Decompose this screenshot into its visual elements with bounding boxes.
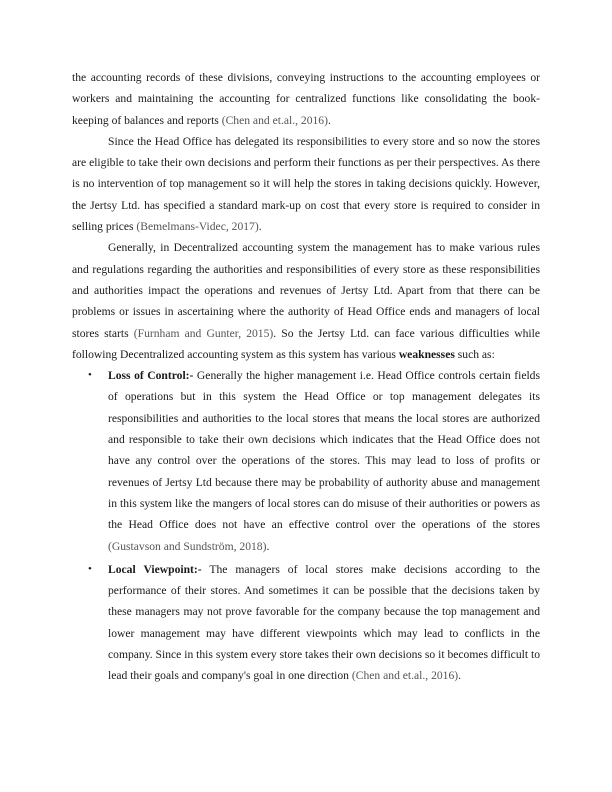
paragraph-3 <box>72 237 540 365</box>
list-item-term: Local Viewpoint:- <box>108 562 202 576</box>
paragraph-2 <box>72 131 540 237</box>
list-item-end: . <box>266 539 270 553</box>
list-item-text: Generally the higher management i.e. Head Office controls certain fields of operations but in this system the Head Office or top management delegates its responsibilities and authorities to the local stores that means the local stores are authorized and responsible to take their own decisions which indicates that the Head Office does not have any control over the operations of the stores. This may lead to loss of profits or revenues of Jertsy Ltd because there may be probability of authority abuse and management in this system like the mangers of local stores can do misuse of their authorities or powers as the Head Office does not have an effective control over the operations of the stores <box>108 369 540 532</box>
list-item-term: Loss of Control:- <box>108 369 194 383</box>
list-item-citation: (Gustavson and Sundström, 2018) <box>108 539 267 553</box>
list-item-citation: (Chen and et.al., 2016) <box>351 669 459 683</box>
paragraph-1-citation: (Chen and et.al., 2016) <box>221 113 328 127</box>
paragraph-2-citation: (Bemelmans-Videc, 2017) <box>136 220 259 234</box>
paragraph-1-text: the accounting records of these divisions, conveying instructions to the accounting employees or workers and maintaining the accounting for centralized functions like consolidating the book-keeping of balances and reports <box>72 71 540 127</box>
document-page <box>72 67 540 689</box>
paragraph-2-text: Since the Head Office has delegated its responsibilities to every store and so now the stores are eligible to take their own decisions and perform their functions as per their perspectives. As there is no intervention of top management so it will help the stores in taking decisions quickly. However, the Jertsy Ltd. has specified a standard mark-up on cost that every store is required to consider in selling prices <box>72 134 540 234</box>
list-item-text: The managers of local stores make decisions according to the performance of their stores. And sometimes it can be possible that the decisions taken by these managers may not prove favorable for the company because the top management and lower management may have different viewpoints which may lead to conflicts in the company. Since in this system every store takes their own decisions so it becomes difficult to lead their goals and company's goal in one direction <box>108 562 540 683</box>
paragraph-3-text-continued: . So the Jertsy Ltd. can face various difficulties while following Decentralized accounting system as this system has various <box>72 326 540 361</box>
list-item <box>72 365 540 557</box>
paragraph-1-end: . <box>327 113 331 127</box>
list-item <box>72 559 540 687</box>
paragraph-3-bold-term: weaknesses <box>398 347 455 361</box>
paragraph-3-citation: (Furnham and Gunter, 2015) <box>133 326 274 340</box>
bullet-icon: • <box>88 369 92 382</box>
paragraph-2-end: . <box>258 220 262 234</box>
paragraph-1 <box>72 67 540 131</box>
paragraph-3-text: Generally, in Decentralized accounting system the management has to make various rules and regulations regarding the authorities and responsibilities of every store as these responsibilities and authorities impact the operations and revenues of Jertsy Ltd. Apart from that there can be problems or issues in ascertaining where the authority of Head Office ends and managers of local stores starts <box>72 241 540 340</box>
list-item-end: . <box>458 669 462 683</box>
paragraph-3-end: such as: <box>454 347 495 361</box>
bullet-icon: • <box>88 562 92 575</box>
weaknesses-list <box>72 365 540 686</box>
